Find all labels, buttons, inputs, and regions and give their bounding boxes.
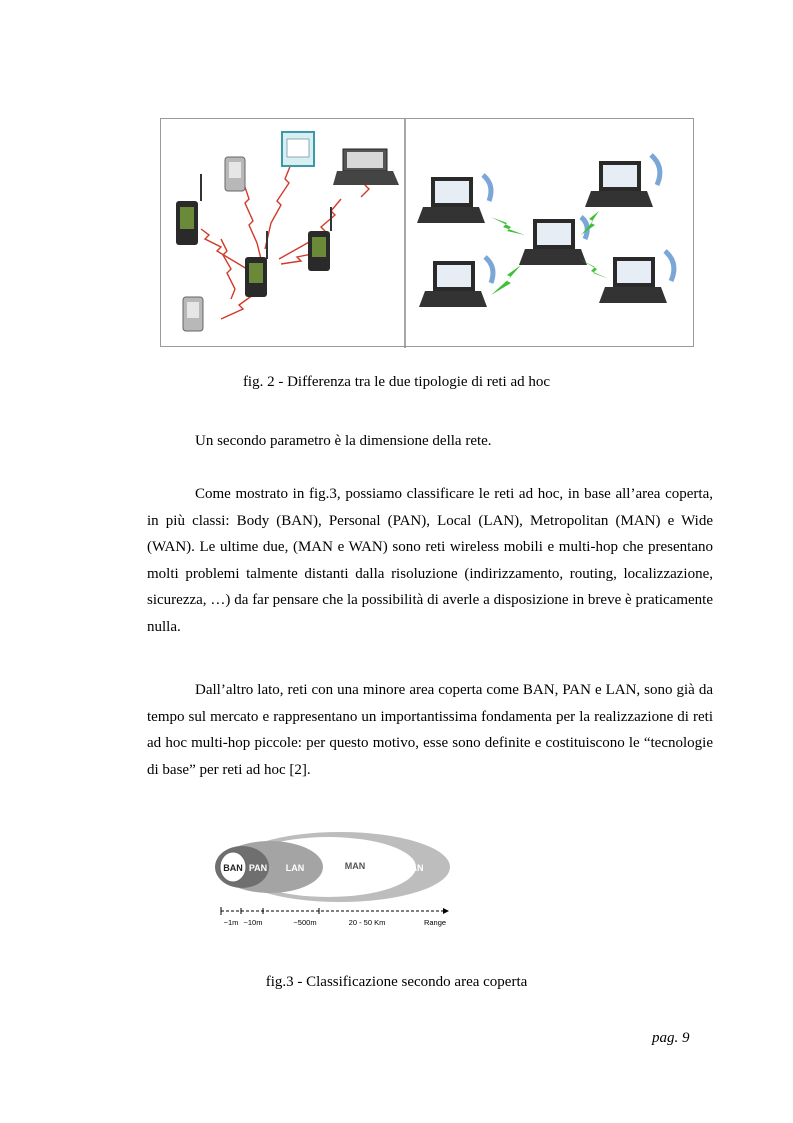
radio-link-icon: [265, 164, 291, 249]
range-label-20-50km: 20 - 50 Km: [348, 918, 386, 927]
range-label-500m: ~500m: [293, 918, 317, 927]
access-point-icon: [282, 132, 314, 166]
figure-2-image: [160, 118, 694, 347]
paragraph-classification: Come mostrato in fig.3, possiamo classificare le reti ad hoc, in base all’area coperta, in più classi: Body (BAN), Personal (PAN), Local (LAN), Metropolitan (MAN) e Wide (WAN). Le ultime due, (MAN e WAN) sono reti wireless mobili e multi-hop che presentano molti problemi talmente distanti dalla risoluzione (indirizzamento, routing, localizzazione, sicurezza, …) da far pensare che la possibilità di averle a disposizione in breve è praticamente nulla.: [147, 486, 713, 635]
handheld-pc-icon: [333, 149, 399, 185]
laptop-icon: [585, 155, 660, 207]
man-label: MAN: [344, 861, 366, 871]
wan-label: WAN: [402, 863, 424, 873]
page-number: pag. 9: [652, 1030, 690, 1046]
paragraph-base-technologies: Dall’altro lato, reti con una minore area coperta come BAN, PAN e LAN, sono già da tempo sul mercato e rappresentano un importantissima fondamenta per la realizzazione di reti ad hoc multi-hop piccole: per questo motivo, esse sono definite e costituiscono le “tecnologie di base” per reti ad hoc [2].: [147, 682, 713, 778]
palm-device-icon: [225, 157, 245, 191]
range-label-10m: ~10m: [243, 918, 263, 927]
range-axis-title: Range: [423, 918, 447, 927]
homogeneous-network: [417, 155, 674, 307]
ban-label: BAN: [223, 863, 243, 873]
laptop-icon: [519, 217, 587, 265]
radio-link-icon: [243, 181, 261, 259]
figure-2-caption: fig. 2 - Differenza tra le due tipologie di reti ad hoc: [242, 374, 551, 390]
range-label-1m: ~1m: [223, 918, 239, 927]
palm-device-icon: [183, 297, 203, 331]
laptop-icon: [599, 251, 674, 303]
laptop-icon: [419, 257, 493, 307]
figure-2-drawing: [161, 119, 695, 348]
pda-icon: [308, 207, 331, 271]
figure-3-diagram: [215, 825, 475, 935]
laptop-icon: [417, 175, 491, 223]
range-axis-arrow: [443, 908, 449, 914]
wireless-link-icon: [491, 265, 521, 295]
radio-link-icon: [201, 229, 247, 269]
figure-3-caption: fig.3 - Classificazione secondo area coperta: [265, 974, 528, 990]
wireless-link-icon: [491, 217, 525, 235]
paragraph-network-size: Un secondo parametro è la dimensione della rete.: [195, 433, 492, 449]
pda-icon: [176, 174, 201, 245]
lan-label: LAN: [285, 863, 305, 873]
radio-link-icon: [221, 239, 235, 299]
pan-label: PAN: [248, 863, 268, 873]
